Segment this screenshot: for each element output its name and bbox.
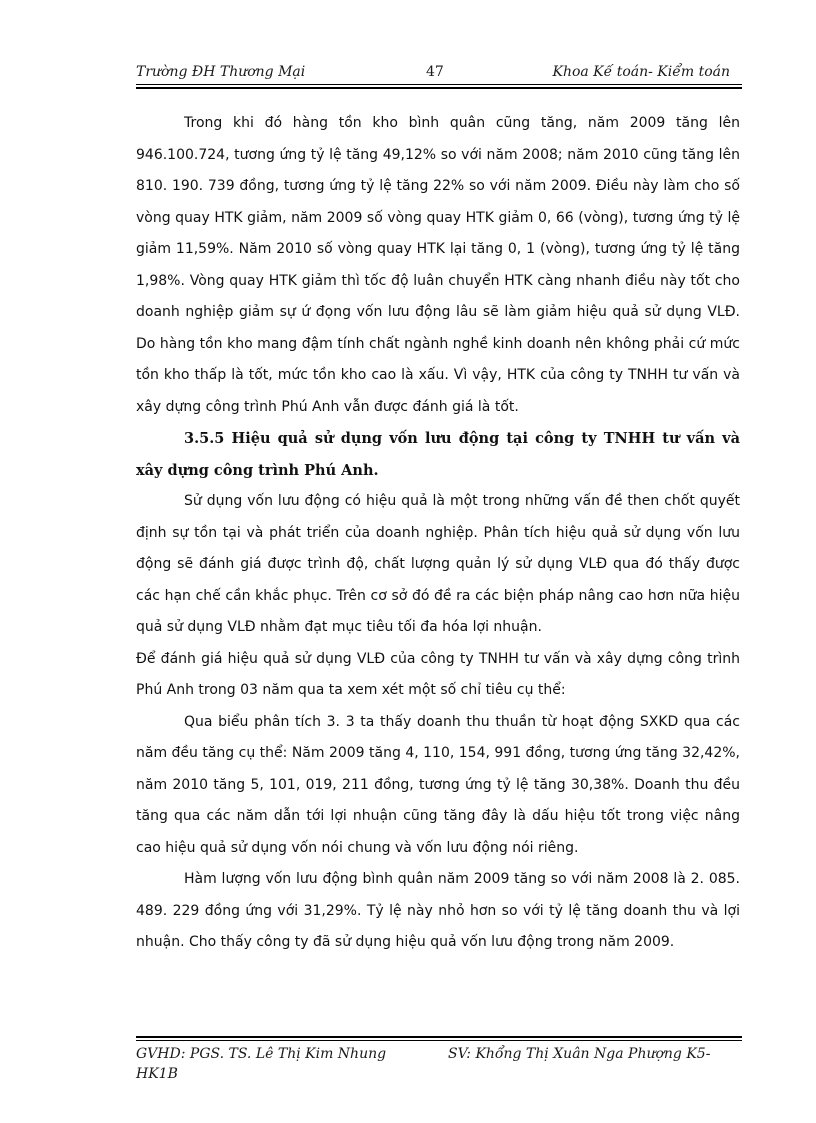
page-number: 47	[426, 64, 444, 80]
footer-supervisor: GVHD: PGS. TS. Lê Thị Kim Nhung	[136, 1046, 387, 1062]
footer-class-code: HK1B	[136, 1066, 178, 1082]
header-school: Trường ĐH Thương Mại	[136, 64, 306, 80]
page-footer	[136, 1044, 742, 1084]
footer-student: SV: Khổng Thị Xuân Nga Phượng K5-	[448, 1046, 711, 1062]
section-heading: 3.5.5 Hiệu quả sử dụng vốn lưu động tại công ty TNHH tư vấn và xây dựng công trình Phú Anh.	[136, 430, 740, 479]
paragraph-evaluation-intro: Để đánh giá hiệu quả sử dụng VLĐ của công ty TNHH tư vấn và xây dựng công trình Phú Anh trong 03 năm qua ta xem xét một số chỉ tiêu cụ thể:	[136, 650, 740, 698]
header-department: Khoa Kế toán- Kiểm toán	[552, 64, 730, 80]
paragraph-working-capital: Sử dụng vốn lưu động có hiệu quả là một trong những vấn đề then chốt quyết định sự tồn tại và phát triển của doanh nghiệp. Phân tích hiệu quả sử dụng vốn lưu động sẽ đánh giá được trình độ, chất lượng quản lý sử dụng VLĐ qua đó thấy được các hạn chế cần khắc phục. Trên cơ sở đó đề ra các biện pháp nâng cao hơn nữa hiệu quả sử dụng VLĐ nhằm đạt mục tiêu tối đa hóa lợi nhuận.	[136, 493, 740, 635]
paragraph-capital-content: Hàm lượng vốn lưu động bình quân năm 2009 tăng so với năm 2008 là 2. 085. 489. 229 đồng ứng với 31,29%. Tỷ lệ này nhỏ hơn so với tỷ lệ tăng doanh thu và lợi nhuận. Cho thấy công ty đã sử dụng hiệu quả vốn lưu động trong năm 2009.	[136, 871, 740, 950]
header-divider	[136, 84, 742, 89]
footer-divider	[136, 1036, 742, 1041]
page-header	[136, 60, 742, 84]
paragraph-inventory: Trong khi đó hàng tồn kho bình quân cũng tăng, năm 2009 tăng lên 946.100.724, tương ứng tỷ lệ tăng 49,12% so với năm 2008; năm 2010 cũng tăng lên 810. 190. 739 đồng, tương ứng tỷ lệ tăng 22% so với năm 2009. Điều này làm cho số vòng quay HTK giảm, năm 2009 số vòng quay HTK giảm 0, 66 (vòng), tương ứng tỷ lệ giảm 11,59%. Năm 2010 số vòng quay HTK lại tăng 0, 1 (vòng), tương ứng tỷ lệ tăng 1,98%. Vòng quay HTK giảm thì tốc độ luân chuyển HTK càng nhanh điều này tốt cho doanh nghiệp giảm sự ứ đọng vốn lưu động lâu sẽ làm giảm hiệu quả sử dụng VLĐ. Do hàng tồn kho mang đậm tính chất ngành nghề kinh doanh nên không phải cứ mức tồn kho thấp là tốt, mức tồn kho cao là xấu. Vì vậy, HTK của công ty TNHH tư vấn và xây dựng công trình Phú Anh vẫn được đánh giá là tốt.	[136, 115, 740, 415]
paragraph-revenue: Qua biểu phân tích 3. 3 ta thấy doanh thu thuần từ hoạt động SXKD qua các năm đều tăng cụ thể: Năm 2009 tăng 4, 110, 154, 991 đồng, tương ứng tăng 32,42%, năm 2010 tăng 5, 101, 019, 211 đồng, tương ứng tỷ lệ tăng 30,38%. Doanh thu đều tăng qua các năm dẫn tới lợi nhuận cũng tăng đây là dấu hiệu tốt trong việc nâng cao hiệu quả sử dụng vốn nói chung và vốn lưu động nói riêng.	[136, 713, 740, 856]
document-body	[136, 108, 740, 959]
